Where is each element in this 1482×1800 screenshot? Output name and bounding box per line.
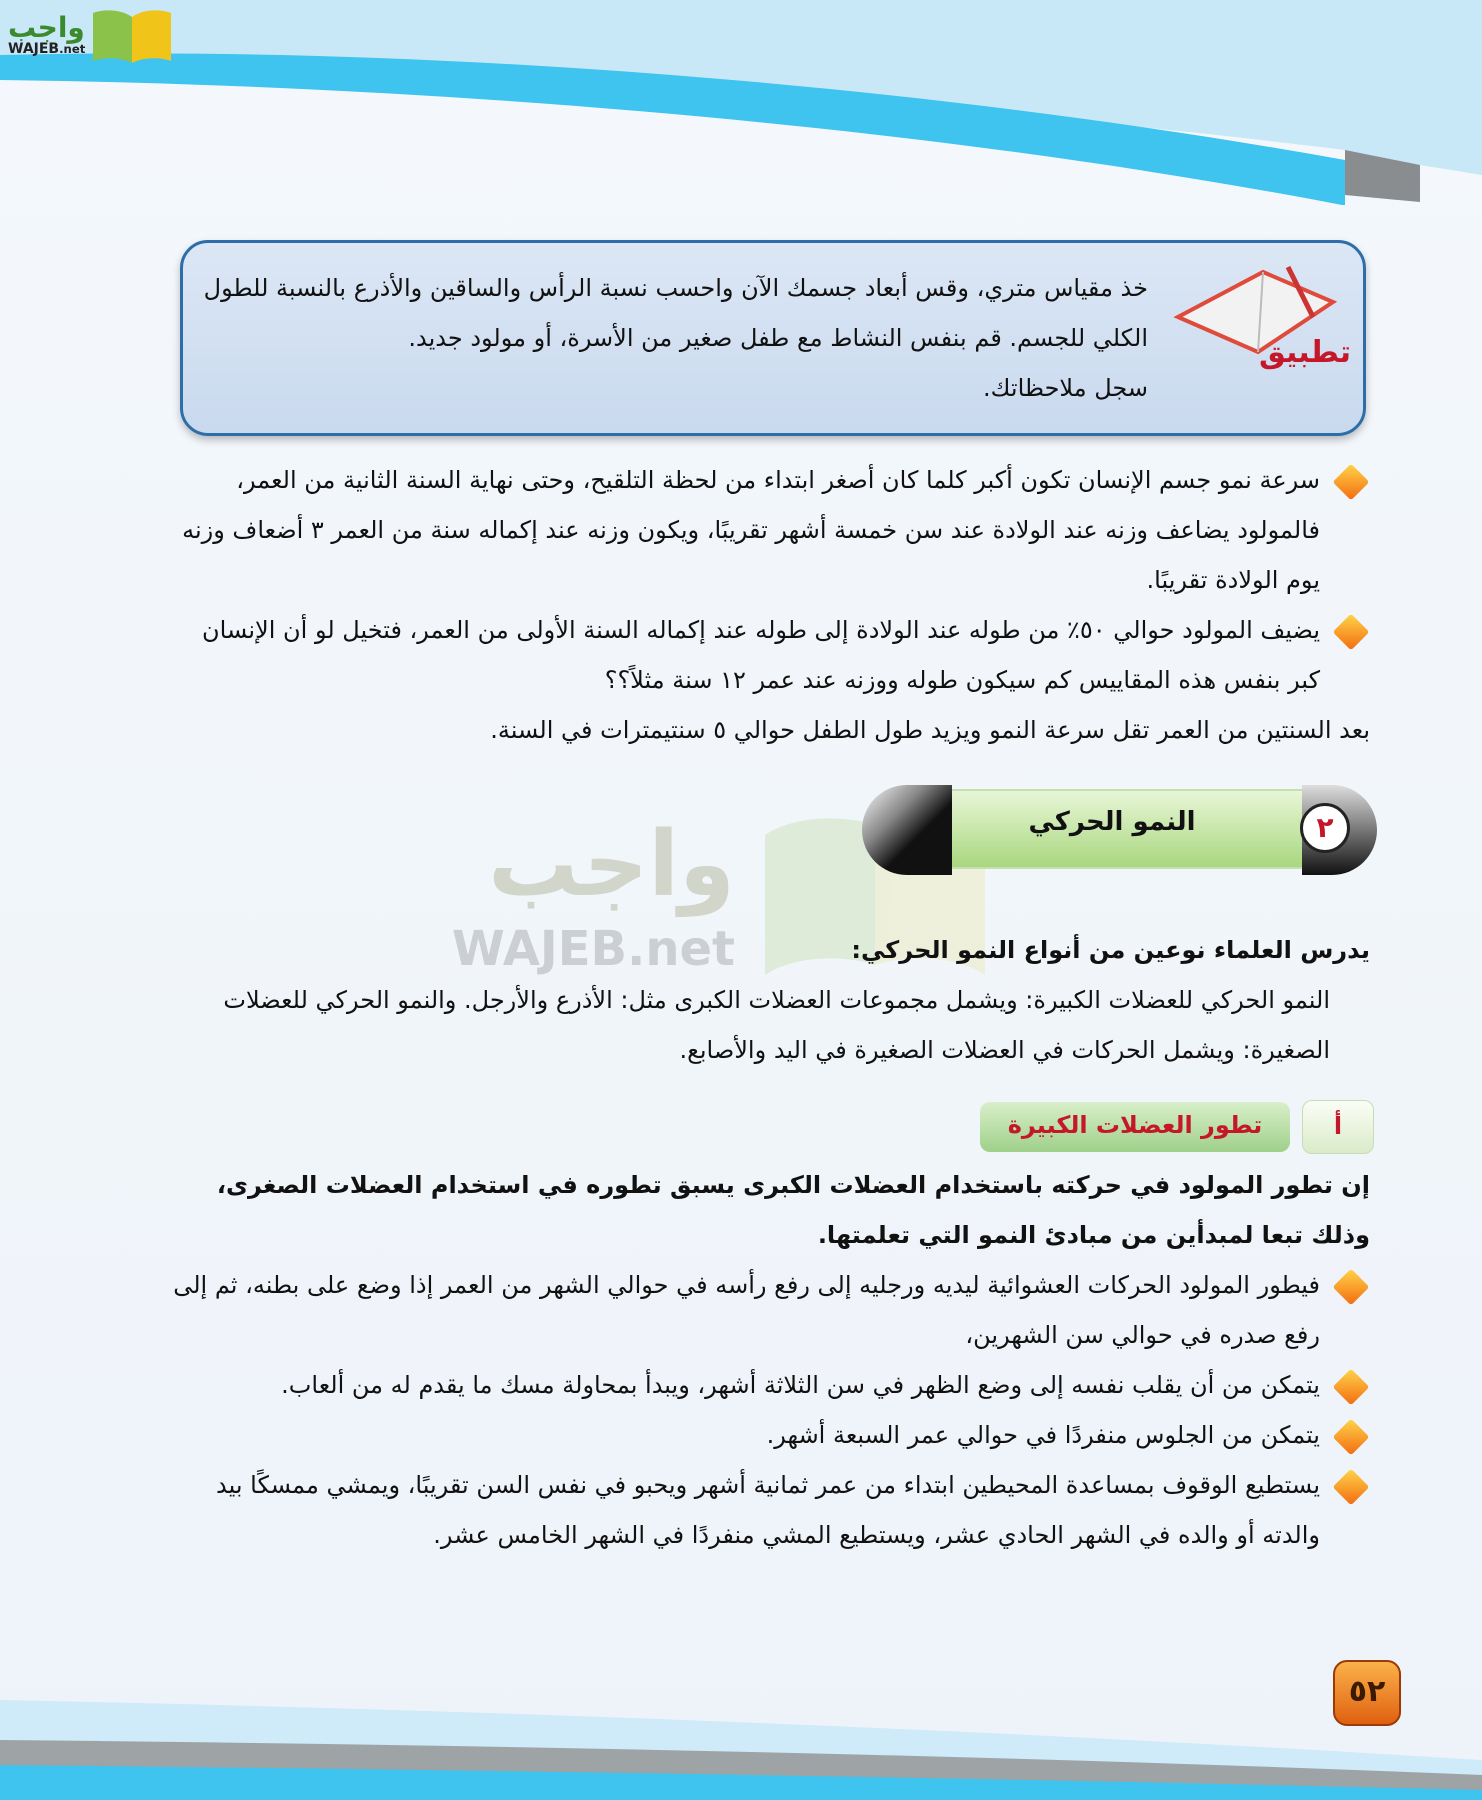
logo-latin: WAJEB.net [8,41,86,57]
list-item [170,1360,1370,1410]
list-item [170,455,1370,605]
list-item [170,1260,1370,1360]
bullet-text: فيطور المولود الحركات العشوائية ليديه ورجليه إلى رفع رأسه في حوالي الشهر من العمر إذا وضع على بطنه، ثم إلى رفع صدره في حوالي سن الشهرين، [173,1271,1320,1349]
diamond-bullet-icon [1333,1269,1370,1306]
principle-text: إن تطور المولود في حركته باستخدام العضلات الكبرى يسبق تطوره في استخدام العضلات الصغرى، وذلك تبعا لمبدأين من مبادئ النمو التي تعلمتها. [216,1171,1370,1249]
section-header [862,785,1377,875]
page-number: ٥٢ [1333,1660,1401,1726]
svg-text:WAJEB.net: WAJEB.net [451,921,735,977]
bullet-text: يستطيع الوقوف بمساعدة المحيطين ابتداء من عمر ثمانية أشهر ويحبو في نفس السن تقريبًا، ويمشي ممسكًا بيد والدته أو والده في الشهر الحادي عشر، ويستطيع المشي منفردًا في الشهر الخامس عشر. [215,1471,1320,1549]
intro-heading: يدرس العلماء نوعين من أنواع النمو الحركي: [851,936,1370,964]
paragraph: بعد السنتين من العمر تقل سرعة النمو ويزيد طول الطفل حوالي ٥ سنتيمترات في السنة. [490,716,1370,744]
bullet-text: يتمكن من الجلوس منفردًا في حوالي عمر السبعة أشهر. [766,1421,1320,1449]
list-item [170,1410,1370,1460]
application-line: خذ مقياس متري، وقس أبعاد جسمك الآن واحسب نسبة الرأس والساقين والأذرع بالنسبة للطول الكلي للجسم. قم بنفس النشاط مع طفل صغير من الأسرة، أو مولود جديد. [203,274,1148,352]
bullet-text: يضيف المولود حوالي ٥٠٪ من طوله عند الولادة إلى طوله عند إكماله السنة الأولى من العمر، فتخيل لو أن الإنسان كبر بنفس هذه المقاييس كم سيكون طوله ووزنه عند عمر ١٢ سنة مثلاً؟؟ [202,616,1320,694]
bullet-text: يتمكن من أن يقلب نفسه إلى وضع الظهر في سن الثلاثة أشهر، ويبدأ بمحاولة مسك ما يقدم له من ألعاب. [281,1371,1320,1399]
diamond-bullet-icon [1333,1469,1370,1506]
section-left-cap [862,785,952,875]
wajeb-logo[interactable] [8,4,193,66]
diamond-bullet-icon [1333,1419,1370,1456]
footer-swoosh [0,1690,1482,1800]
growth-section [170,455,1370,755]
application-line: سجل ملاحظاتك. [983,374,1148,402]
subsection-letter: أ [1302,1100,1374,1154]
diamond-bullet-icon [1333,1369,1370,1406]
list-item [170,605,1370,705]
subsection-title: تطور العضلات الكبيرة [980,1102,1290,1152]
paragraph: النمو الحركي للعضلات الكبيرة: ويشمل مجموعات العضلات الكبرى مثل: الأذرع والأرجل. والنمو الحركي للعضلات الصغيرة: ويشمل الحركات في العضلات الصغيرة في اليد والأصابع. [223,986,1330,1064]
list-item [170,1460,1370,1560]
bullet-text: سرعة نمو جسم الإنسان تكون أكبر كلما كان أصغر ابتداء من لحظة التلقيح، وحتى نهاية السنة الثانية من العمر، فالمولود يضاعف وزنه عند الولادة عند سن خمسة أشهر تقريبًا، ويكون وزنه عند إكماله سنة من العمر ٣ أضعاف وزنه يوم الولادة تقريبًا. [182,466,1320,594]
application-label: تطبيق [1258,335,1351,370]
logo-arabic: واجب [8,11,85,44]
motor-intro [170,925,1370,1075]
section-title: النمو الحركي [1028,807,1196,837]
subsection-header [980,1100,1374,1154]
application-box [180,240,1366,436]
book-logo-icon [91,7,173,63]
svg-text:واجب: واجب [488,812,735,917]
application-text [188,263,1148,413]
header-swoosh [0,0,1482,230]
section-number: ٢ [1300,803,1350,853]
section-number-cap [1302,785,1377,875]
motor-section [170,1160,1370,1560]
diamond-bullet-icon [1333,614,1370,651]
diamond-bullet-icon [1333,464,1370,501]
